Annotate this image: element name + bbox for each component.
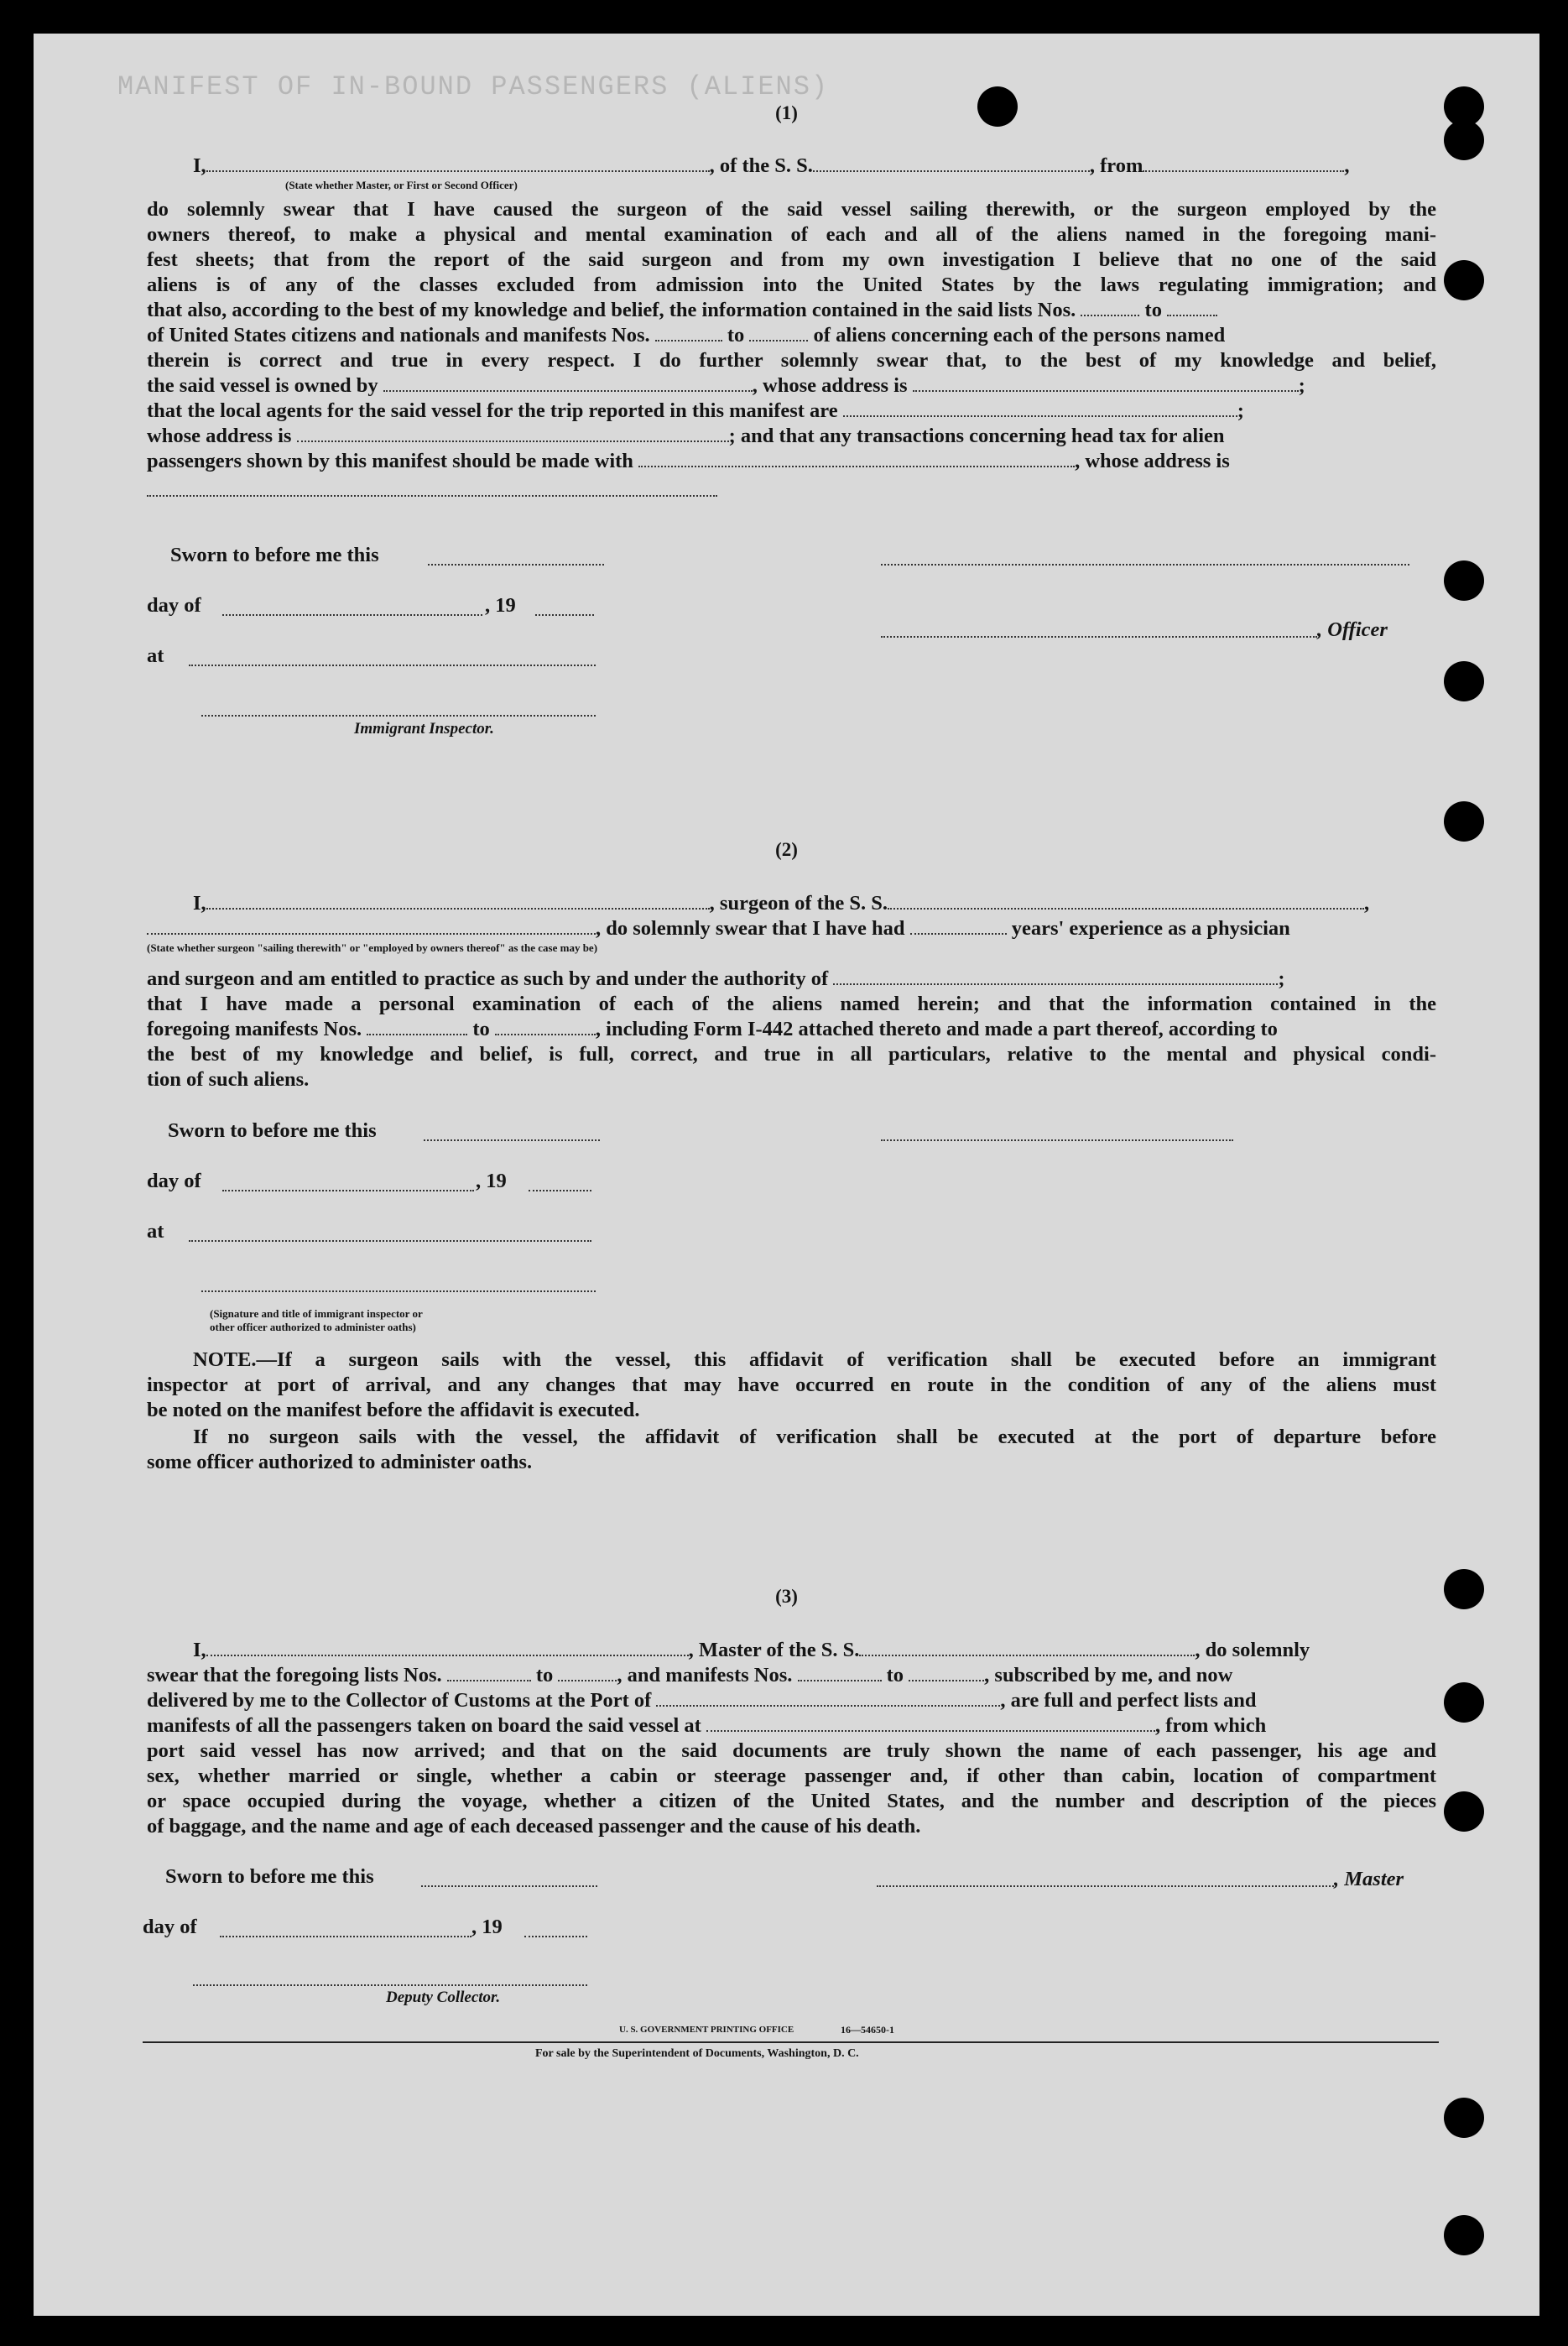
note-line: NOTE.—If a surgeon sails with the vessel, this affidavit of verification shall be executed before an immigrant xyxy=(193,1348,1436,1371)
collector-signature-field[interactable] xyxy=(193,1984,587,1986)
oath-line: aliens is of any of the classes excluded from admission into the United States by the laws regulating immigration; and xyxy=(147,274,1436,296)
gpo-imprint: U. S. GOVERNMENT PRINTING OFFICE xyxy=(619,2025,794,2035)
year-label: , 19 xyxy=(471,1916,503,1938)
year-label: , 19 xyxy=(476,1170,507,1192)
note-line: If no surgeon sails with the vessel, the affidavit of verification shall be executed at the port of departure before xyxy=(193,1426,1436,1448)
signature-note: other officer authorized to administer oaths) xyxy=(210,1321,416,1333)
punch-hole xyxy=(1444,1791,1484,1832)
port-line: delivered by me to the Collector of Customs at the Port of , are full and perfect lists and xyxy=(147,1689,1257,1712)
at-label: at xyxy=(147,1220,164,1243)
year-field[interactable] xyxy=(529,1190,591,1191)
master-note: (State whether Master, or First or Second Officer) xyxy=(285,179,518,191)
year-label: , 19 xyxy=(485,594,516,617)
lists-line: swear that the foregoing lists Nos. to , and manifests Nos. to , subscribed by me, and now xyxy=(147,1664,1233,1687)
manifest-form-page xyxy=(34,34,1539,2316)
punch-hole xyxy=(1444,661,1484,701)
place-field[interactable] xyxy=(189,665,596,666)
punch-hole xyxy=(1444,260,1484,300)
official-signature-field[interactable] xyxy=(201,1290,596,1292)
signature-note: (Signature and title of immigrant inspector or xyxy=(210,1307,423,1320)
punch-hole xyxy=(1444,801,1484,842)
officer-label: , Officer xyxy=(1317,618,1388,641)
belief-line: the best of my knowledge and belief, is full, correct, and true in all particulars, relative to the mental and physical condi- xyxy=(147,1043,1436,1066)
surgeon-signature-field[interactable] xyxy=(881,1139,1233,1141)
manifests-line: foregoing manifests Nos. to , including Form I-442 attached thereto and made a part thereof, according to xyxy=(147,1018,1278,1040)
note-line: be noted on the manifest before the affidavit is executed. xyxy=(147,1399,640,1421)
month-field[interactable] xyxy=(222,614,482,616)
exam-line: that I have made a personal examination of each of the aliens named herein; and that the information contained in the xyxy=(147,993,1436,1015)
inspector-signature-field[interactable] xyxy=(201,715,596,717)
lists-line: that also, according to the best of my knowledge and belief, the information contained in the said lists Nos. to xyxy=(147,298,1436,323)
sworn-date-field[interactable] xyxy=(428,564,604,566)
oath-line: fest sheets; that from the report of the said surgeon and from my own investigation I believe that no one of the said xyxy=(147,248,1436,271)
oath-line: or space occupied during the voyage, whether a citizen of the United States, and the number and description of the pieces xyxy=(147,1790,1436,1812)
head-tax-line: passengers shown by this manifest should be made with , whose address is xyxy=(147,450,1230,472)
section-3-number: (3) xyxy=(775,1586,798,1607)
form-code: 16—54650-1 xyxy=(841,2024,894,2036)
surgeon-note: (State whether surgeon "sailing therewith" or "employed by owners thereof" as the case may be) xyxy=(147,941,598,954)
month-field[interactable] xyxy=(222,1190,474,1191)
master-line: I, , of the S. S. , from , xyxy=(193,154,1350,177)
officer-name-field[interactable] xyxy=(881,564,1409,566)
year-field[interactable] xyxy=(535,614,594,616)
address-continuation-line xyxy=(147,495,717,497)
oath-line: port said vessel has now arrived; and that on the said documents are truly shown the name of each passenger, his age and xyxy=(147,1739,1436,1762)
note-line: inspector at port of arrival, and any changes that may have occurred en route in the condition of any of the aliens must xyxy=(147,1374,1436,1396)
experience-line: , do solemnly swear that I have had years' experience as a physician xyxy=(147,916,1436,941)
sworn-label: Sworn to before me this xyxy=(168,1119,377,1142)
master-label: , Master xyxy=(1334,1868,1404,1890)
sworn-date-field[interactable] xyxy=(421,1885,597,1887)
day-of-label: day of xyxy=(143,1916,197,1938)
place-field[interactable] xyxy=(189,1240,591,1242)
agents-line: that the local agents for the said vessel for the trip reported in this manifest are ; xyxy=(147,399,1244,422)
agents-address-line: whose address is ; and that any transactions concerning head tax for alien xyxy=(147,425,1225,447)
boarding-line: manifests of all the passengers taken on board the said vessel at , from which xyxy=(147,1714,1267,1737)
punch-hole xyxy=(1444,1682,1484,1723)
oath-line: of baggage, and the name and age of each deceased passenger and the cause of his death. xyxy=(147,1815,921,1838)
show-through-header: MANIFEST OF IN-BOUND PASSENGERS (ALIENS) xyxy=(117,71,830,102)
day-of-label: day of xyxy=(147,594,201,617)
day-of-label: day of xyxy=(147,1170,201,1192)
punch-hole xyxy=(1444,560,1484,601)
surgeon-line: I, , surgeon of the S. S. , xyxy=(193,892,1370,915)
owner-line: the said vessel is owned by , whose address is ; xyxy=(147,374,1305,397)
sworn-date-field[interactable] xyxy=(424,1139,600,1141)
aliens-line: tion of such aliens. xyxy=(147,1068,310,1091)
at-label: at xyxy=(147,644,164,667)
note-line: some officer authorized to administer oaths. xyxy=(147,1451,533,1473)
authority-line: and surgeon and am entitled to practice as such by and under the authority of ; xyxy=(147,967,1285,990)
oath-line: therein is correct and true in every respect. I do further solemnly swear that, to the best of my knowledge and belief, xyxy=(147,349,1436,372)
sworn-label: Sworn to before me this xyxy=(170,544,379,566)
collector-label: Deputy Collector. xyxy=(386,1989,501,2006)
oath-line: sex, whether married or single, whether a cabin or steerage passenger and, if other than cabin, location of compartment xyxy=(147,1765,1436,1787)
month-field[interactable] xyxy=(220,1936,471,1937)
section-1-number: (1) xyxy=(775,102,798,123)
citizens-line: of United States citizens and nationals and manifests Nos. to of aliens concerning each of the persons named xyxy=(147,324,1226,347)
officer-signature-field[interactable] xyxy=(881,636,1317,638)
oath-line: do solemnly swear that I have caused the surgeon of the said vessel sailing therewith, or the surgeon employed by the xyxy=(147,198,1436,221)
footer-rule xyxy=(143,2041,1439,2043)
master-signature-field[interactable] xyxy=(877,1885,1334,1887)
punch-hole xyxy=(1444,120,1484,160)
inspector-label: Immigrant Inspector. xyxy=(354,720,494,738)
sale-notice: For sale by the Superintendent of Documents, Washington, D. C. xyxy=(535,2047,859,2060)
sworn-label: Sworn to before me this xyxy=(165,1865,374,1888)
section-2-number: (2) xyxy=(775,839,798,860)
punch-hole xyxy=(1444,2098,1484,2138)
master-line: I, , Master of the S. S. , do solemnly xyxy=(193,1639,1310,1661)
year-field[interactable] xyxy=(524,1936,587,1937)
oath-line: owners thereof, to make a physical and mental examination of each and all of the aliens named in the foregoing mani- xyxy=(147,223,1436,246)
punch-hole xyxy=(1444,2215,1484,2255)
